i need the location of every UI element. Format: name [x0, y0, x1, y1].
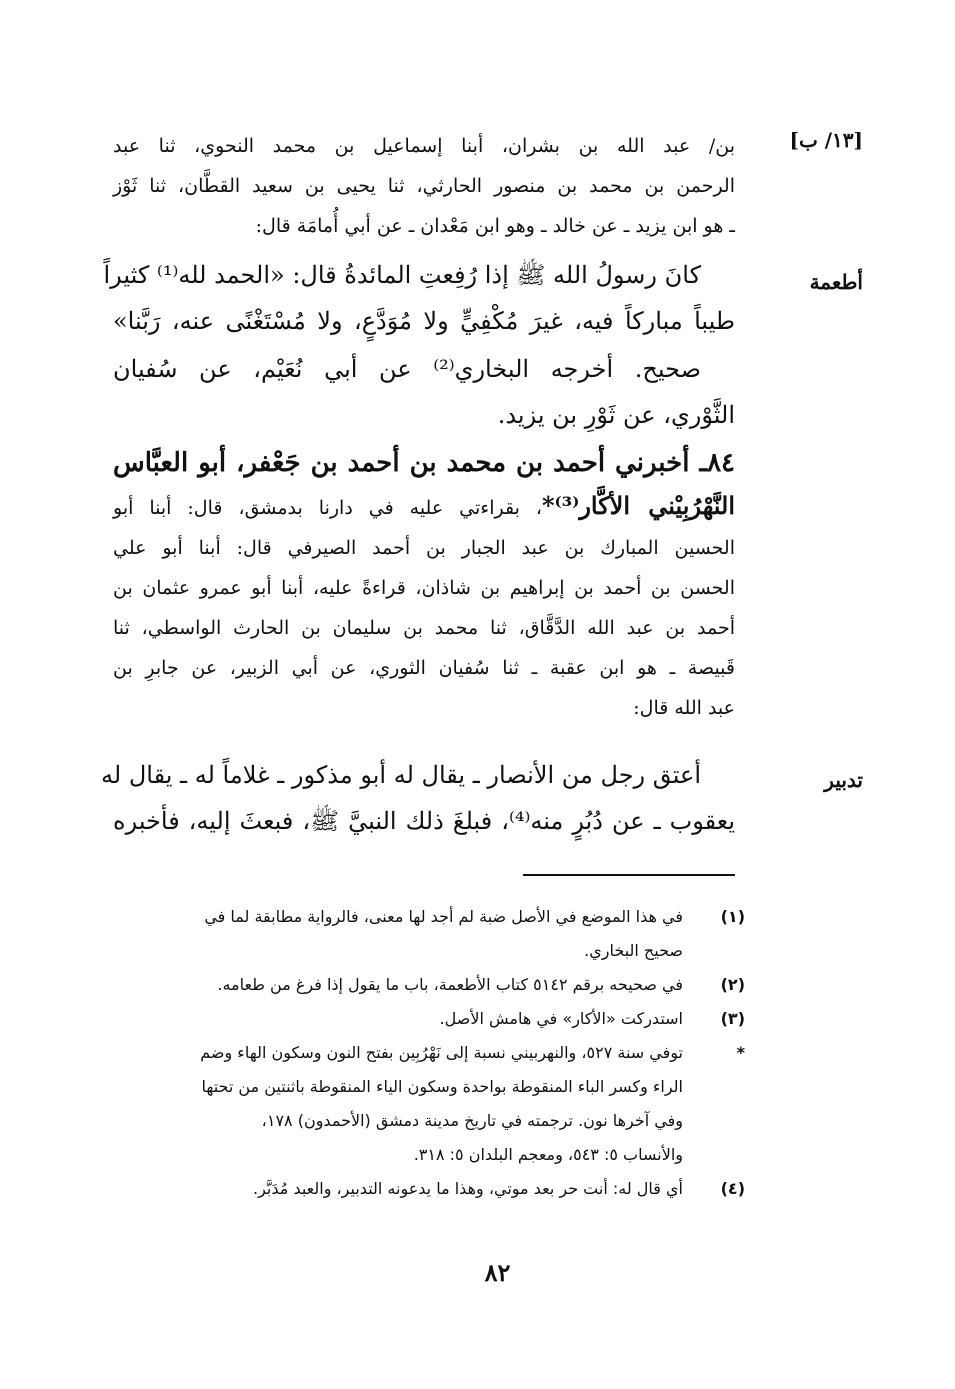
text-line: صحيح. أخرجه البخاري⁽²⁾ عن أبي نُعَيْم، عن سُفيان [113, 355, 701, 383]
text-line: أعتق رجل من الأنصار ـ يقال له أبو مذكور ـ غلاماً له ـ يقال له [101, 761, 701, 789]
footnote-line: الراء وكسر الباء المنقوطة بواحدة وسكون الياء المنقوطة باثنتين من تحتها [201, 1077, 683, 1096]
hadith-heading: ٨٤ـ أخبرني أحمد بن محمد بن أحمد بن جَعْفر، أبو العبَّاس [113, 448, 735, 478]
text-line: الحسن بن أحمد بن إبراهيم بن شاذان، قراءةً عليه، أبنا أبو عمرو عثمان بن [113, 577, 735, 599]
footnote-line: وفي آخرها نون. ترجمته في تاريخ مدينة دمشق (الأحمدون) ١٧٨، [261, 1111, 683, 1130]
footnote-asterisk: * [736, 1043, 745, 1062]
margin-topic-tadbir: تدبير [824, 768, 863, 792]
footnote-line: أي قال له: أنت حر بعد موتي، وهذا ما يدعونه التدبير، والعبد مُدَبَّر. [253, 1179, 683, 1198]
footnote [113, 1002, 745, 1036]
footnote [113, 968, 745, 1002]
footnotes [113, 900, 745, 1206]
text-line: الثَّوْري، عن ثَوْرِ بن يزيد. [497, 401, 735, 429]
footnote-line: استدركت «الأكار» في هامش الأصل. [439, 1009, 683, 1028]
text-line: الحسين المبارك بن عبد الجبار بن أحمد الصيرفي قال: أبنا أبو علي [113, 537, 735, 559]
footnote-number: (١) [720, 907, 745, 926]
isnad-paragraph [113, 126, 735, 246]
text-line [113, 486, 735, 528]
footnote [113, 900, 745, 968]
text-line: أحمد بن عبد الله الدَّقَّاق، ثنا محمد بن سليمان بن الحارث الواسطي، ثنا [113, 617, 735, 639]
footnote [113, 1036, 745, 1172]
narrator-name: النَّهْرُبِيْني الأكَّار⁽³⁾* [541, 491, 735, 520]
hadith-matn-paragraph-2 [101, 752, 735, 844]
text-line: يعقوب ـ عن دُبُرٍ منه⁽⁴⁾، فبلغَ ذلك النبيَّ ﷺ، فبعثَ إليه، فأخبره [113, 807, 735, 835]
takhrij-paragraph [113, 346, 735, 438]
text-line: طيباً مباركاً فيه، غيرَ مُكْفِيٍّ ولا مُوَدَّعٍ، ولا مُسْتَغْنًى عنه، رَبَّنا» [113, 307, 735, 335]
hadith-matn-paragraph [103, 252, 735, 344]
text-line: بن/ عبد الله بن بشران، أبنا إسماعيل بن محمد النحوي، ثنا عبد [113, 135, 735, 157]
text-line: عبد الله قال: [633, 697, 735, 719]
footnote [113, 1172, 745, 1206]
narrator-context: ، بقراءتي عليه في دارنا بدمشق، قال: أبنا أبو [113, 497, 542, 519]
footnote-separator [523, 874, 735, 876]
folio-reference: [١٣/ ب] [789, 128, 863, 152]
text-line: قَبيصة ـ هو ابن عقبة ـ ثنا سُفيان الثوري، عن أبي الزبير، عن جابرِ بن [113, 657, 735, 679]
footnote-number: (٣) [720, 1009, 745, 1028]
hadith-84-paragraph [113, 440, 735, 728]
footnote-line: توفي سنة ٥٢٧، والنهربيني نسبة إلى نَهْرُبِين بفتح النون وسكون الهاء وضم [200, 1043, 683, 1062]
page-number: ٨٢ [484, 1258, 511, 1287]
text-line: الرحمن بن محمد بن منصور الحارثي، ثنا يحيى بن سعيد القطَّان، ثنا ثَوْز [113, 175, 735, 197]
text-line: ـ هو ابن يزيد ـ عن خالد ـ وهو ابن مَعْدان ـ عن أبي أُمامَة قال: [255, 215, 735, 237]
footnote-number: (٤) [720, 1179, 745, 1198]
text-line: كانَ رسولُ الله ﷺ إذا رُفِعتِ المائدةُ قال: «الحمد لله⁽¹⁾ كثيراً [103, 261, 701, 289]
footnote-line: في صحيحه برقم ٥١٤٢ كتاب الأطعمة، باب ما يقول إذا فرغ من طعامه. [217, 975, 683, 994]
footnote-line: في هذا الموضع في الأصل ضبة لم أجد لها معنى، فالرواية مطابقة لما في [204, 907, 683, 926]
footnote-line: والأنساب ٥: ٥٤٣، ومعجم البلدان ٥: ٣١٨. [413, 1145, 683, 1164]
margin-topic-food: أطعمة [809, 270, 863, 294]
footnote-line: صحيح البخاري. [584, 941, 683, 960]
footnote-number: (٢) [720, 975, 745, 994]
